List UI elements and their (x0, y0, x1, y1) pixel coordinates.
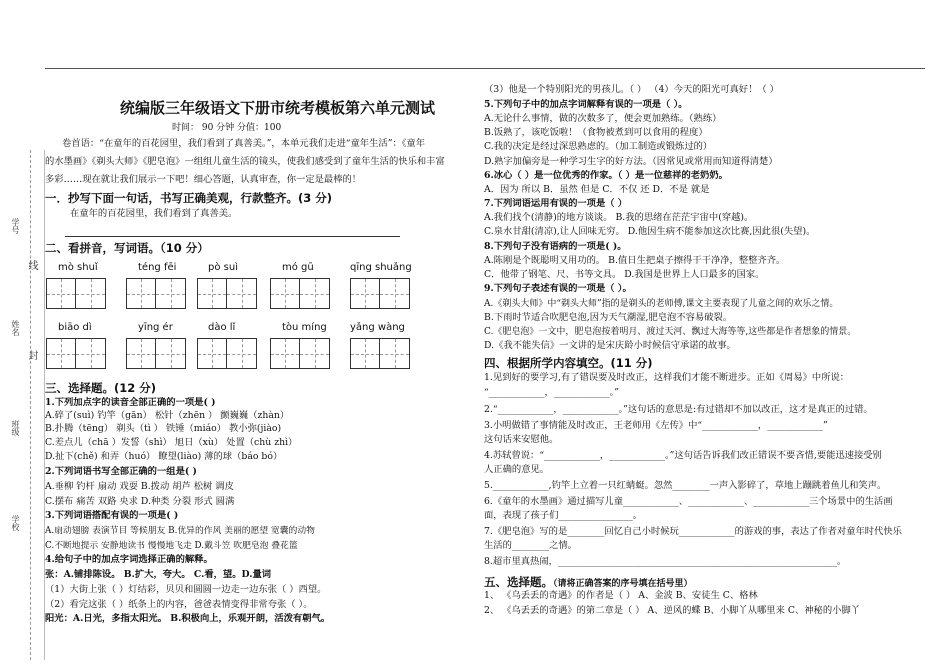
option-line: A.扇动翅膀 表演节目 等候朋友 B.优异的作风 美丽的愿望 宽囊的动物 (45, 526, 315, 536)
question: 2.下列词语书写全部正确的一组是( ) (45, 466, 197, 477)
writing-grid[interactable] (197, 338, 257, 369)
definition-line: 张：A.铺排陈设。 B.扩大，夸大。 C.看，望。D.量词 (45, 569, 272, 580)
fill-line: 6.《童年的水墨画》通过描写儿童____________、____________、____________三个场景中的生活画 (484, 496, 893, 507)
pinyin: biāo dì (58, 322, 92, 333)
fill-line: 2.“____________，____________。”这句话的意思是:有过错却不加以改正，这才是真正的过错。 (484, 404, 873, 415)
writing-grid[interactable] (197, 278, 257, 309)
writing-grid[interactable] (126, 278, 186, 309)
fill-line: 1.见到好的要学习,有了错误要及时改正，这样我们才能不断进步。正如《周易》中所说： (484, 372, 850, 383)
question: 7.下列词语运用有误的一项是（ ） (484, 198, 628, 209)
question: 8.下列句子没有语病的一项是( )。 (484, 241, 627, 252)
pinyin: yīng ér (138, 322, 173, 333)
intro-line: 多彩……现在就让我们展示一下吧！细心答题，认真审查，你一定是最棒的！ (45, 174, 362, 185)
option-line: B.扑腾（tēng） 剃头（tì ） 铁锤（miáo） 教小弥(jiào) (45, 423, 282, 434)
pinyin: tòu míng (282, 322, 327, 333)
page-title: 统编版三年级语文下册市统考模板第六单元测试 (120, 99, 436, 117)
section-3-heading: 三、选择题。(12 分) (45, 381, 157, 395)
fill-line: 人正确的意见。 (484, 464, 550, 475)
option-line: A．因为 所以 B．虽然 但是 C．不仅 还 D．不是 就是 (484, 184, 710, 195)
pinyin: dào lǐ (208, 322, 236, 333)
fill-line: 7.《肥皂泡》写的是________回忆自己小时候玩____________的游戏的事，表达了作者对童年时代快乐 (484, 526, 902, 537)
fill-line: 4.苏轼曾说：“____________，____________。”这句话告诉我们改正错误不要吝惜,要能迅速接受别 (484, 450, 882, 461)
copy-sentence: 在童年的百花园里，我们看到了真善美。 (70, 208, 238, 219)
question: 9.下列句子表述有误的一项是（ ）。 (484, 283, 632, 294)
pinyin: mó gū (282, 262, 314, 273)
fill-line: 8.超市里真热闹，____________________________________________________________。 (484, 556, 847, 567)
option-line: C.泉水甘甜(清凉),让人回味无穷。 D.他因生病不能参加这次比赛,因此很(失望)。 (484, 226, 816, 237)
option-line: D.熟字加偏旁是一种学习生字的好方法。（因常见或常用而知道得清楚） (484, 156, 778, 167)
option-line: A.无论什么事情，做的次数多了，便会更加熟练。（熟练） (484, 113, 722, 124)
margin-label-name: 姓名 (11, 320, 20, 336)
option-line: A.我们找个(清静)的地方谈谈。 B.我的思绪在茫茫宇宙中(穿越)。 (484, 212, 754, 223)
pinyin: téng fēi (138, 262, 177, 273)
sentence-line: （1）大街上张（ ）灯结彩，贝贝和圆圆一边走一边东张（ ）西望。 (45, 584, 327, 595)
writing-grid[interactable] (270, 278, 330, 309)
option-line: D.《我不能失信》一文讲的是宋庆龄小时候信守承诺的故事。 (484, 340, 736, 351)
option-line: D.扯下(chě) 和弄（huó） 瞭望(liào) 薄的球（báo bó） (45, 451, 283, 462)
writing-grid[interactable] (46, 338, 106, 369)
pinyin: qīng shuǎng (350, 262, 412, 273)
intro-line: 的水墨画》《剃头大师》《肥皂泡》一组组儿童生活的镜头，使我们感受到了童年生活的快乐和丰富 (45, 156, 445, 167)
pinyin: yǎng wàng (350, 322, 405, 333)
writing-grid[interactable] (350, 278, 410, 309)
margin-label-id: 学号 (11, 218, 20, 234)
writing-grid[interactable] (126, 338, 186, 369)
intro-line: 卷首语：“在童年的百花园里，我们看到了真善美。”，本单元我们走进“童年生活”：《童年 (62, 138, 425, 149)
margin-label-seal: 封 (26, 350, 37, 360)
margin-label-school: 学校 (11, 515, 20, 531)
section-2-heading: 二、看拼音，写词语。（10 分） (45, 241, 209, 255)
fill-line: 3.小明做错了事情能及时改正，王老师用《左传》中“____________，____________” (484, 420, 828, 431)
question: 1.下列加点字的读音全部正确的一项是( ) (45, 397, 216, 408)
fill-line: 这句话来安慰他。 (484, 434, 559, 445)
option-line: B.饭熟了，该吃饭啦！（食物被煮到可以食用的程度） (484, 127, 708, 138)
option-line: B.下雨时节适合吹肥皂泡,因为天气潮湿,肥皂泡不容易破裂。 (484, 312, 733, 323)
top-rule (45, 68, 925, 69)
fill-line: 生活的________之情。 (484, 540, 577, 551)
question: 6.冰心（ ）是一位优秀的作家。（ ）是一位慈祥的老奶奶。 (484, 170, 728, 181)
copy-line[interactable] (65, 236, 400, 237)
section-5-heading (484, 574, 693, 590)
writing-grid[interactable] (46, 278, 106, 309)
fill-line: 5.____________,钓竿上立着一只红蜻蜓。忽然________一声入影碎了，草地上蹦跳着鱼儿和笑声。 (484, 480, 887, 491)
fill-line: “____________，____________。” (484, 387, 620, 398)
option-line: C.摆布 痛苦 双路 央求 D.种类 分裂 形式 圆满 (45, 496, 235, 507)
pinyin: pò suì (208, 262, 238, 273)
margin-label-class: 班级 (11, 420, 20, 436)
section-5-title: 五、选择题。 (484, 575, 553, 589)
writing-grid[interactable] (270, 338, 330, 369)
section-5-note: （请将正确答案的序号填在括号里） (553, 579, 693, 589)
option-line: A.《剃头大师》中“剃头大师”指的是剃头的老师傅,课文主要表现了儿童之间的欢乐之情。 (484, 299, 839, 309)
option-line: A.垂柳 钓杆 扇动 戏耍 B.拨动 胡芦 松树 调皮 (45, 481, 234, 492)
question: 3.下列词语搭配有误的一项是( ) (45, 510, 179, 521)
writing-grid[interactable] (350, 338, 410, 369)
option-line: C.差点儿（chā ）发誓（shì） 旭日（xù） 处置（chù zhì） (45, 437, 298, 448)
option-line: C.不断地提示 安静地读书 慢慢地飞走 D.戴斗笠 吹肥皂泡 叠花篮 (45, 541, 298, 551)
option-line: A.陈刚是个既聪明又用功的。 B.值日生把桌子擦得干干净净，整整齐齐。 (484, 255, 786, 266)
section-1-heading: 一．抄写下面一句话，书写正确美观，行款整齐。(3 分) (45, 191, 333, 205)
option-line: 1、 《乌丢丢的奇遇》的作者是（ ） A、金波 B、安徒生 C、格林 (484, 590, 758, 601)
sentence-line: （2）看完这张（ ）纸条上的内容，爸爸表情变得非常夸张（ ）。 (45, 599, 313, 610)
option-line: C.《肥皂泡》一文中，肥皂泡按着明月、渡过天河、飘过大海等等,这些都是作者想象的情景。 (484, 327, 857, 337)
fill-line: 面，表现了孩子们________________。 (484, 510, 643, 521)
sentence-line: （3）他是一个特别阳光的男孩儿。（ ） （4）今天的阳光可真好！（ ） (484, 84, 779, 95)
margin-label-line: 线 (26, 260, 37, 270)
option-line: 2、 《乌丢丢的奇遇》的第二章是（ ） A、逆风的蝶 B、小脚丫从哪里来 C、神秘的小脚丫 (484, 605, 861, 616)
question: 4.给句子中的加点字词选择正确的解释。 (45, 554, 213, 565)
option-line: C.我的决定是经过深思熟虑的。（加工制造或锻炼过的） (484, 141, 713, 152)
option-line: C．他带了钢笔、尺、书等文具。 D.我国是世界上人口最多的国家。 (484, 269, 765, 280)
option-line: A.碎了(suì) 钓竿（gān） 松针（zhēn ） 颤巍巍（zhàn） (45, 410, 290, 421)
question: 5.下列句子中的加点字词解释有误的一项是（ ）。 (484, 99, 688, 110)
exam-info: 时间： 90 分钟 分值：100 (172, 123, 282, 133)
section-4-heading: 四、根据所学内容填空。(11 分) (484, 356, 653, 370)
pinyin: mò shuǐ (58, 262, 98, 273)
definition-line: 阳光：A.日光，多指太阳光。 B.积极向上，乐观开朗，活泼有朝气。 (45, 613, 331, 624)
